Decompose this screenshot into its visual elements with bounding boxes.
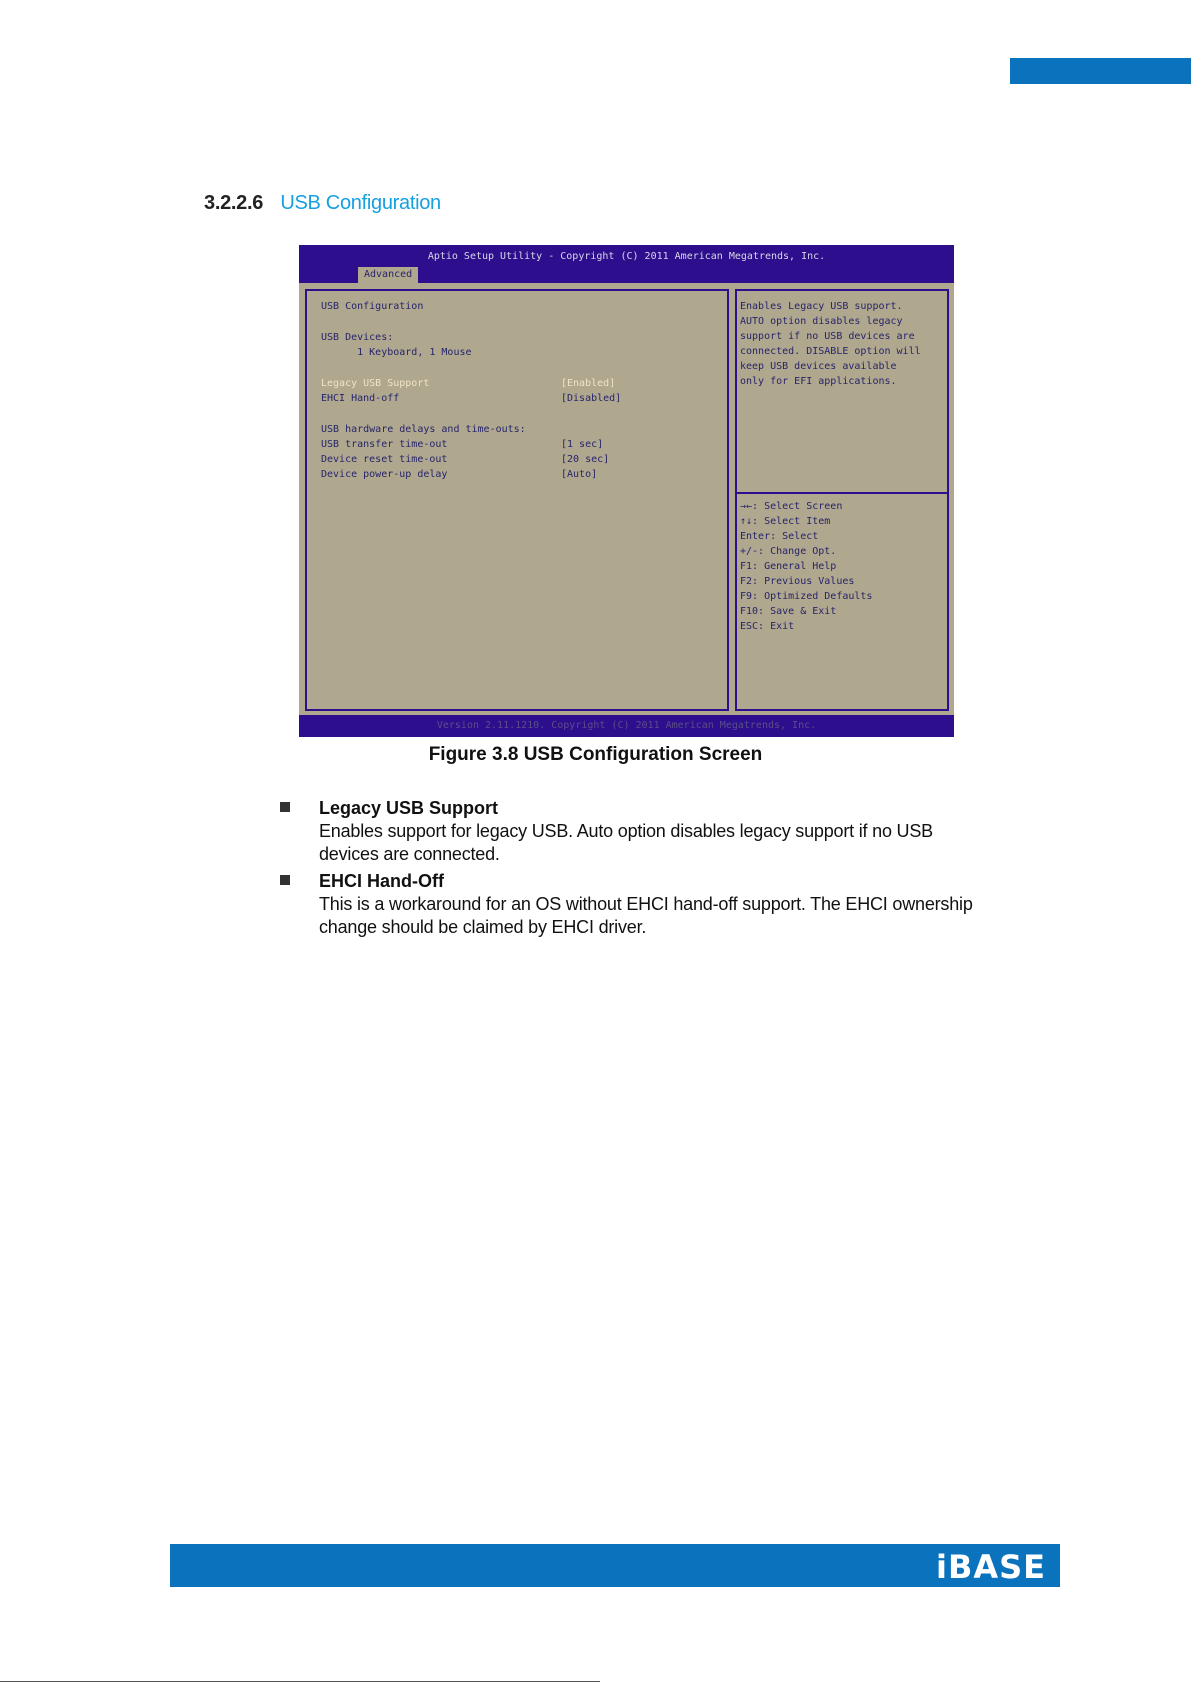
bios-transfer-timeout-value: [1 sec] — [561, 439, 604, 450]
bios-help-line: only for EFI applications. — [740, 376, 897, 387]
bios-help-line: Enables Legacy USB support. — [740, 301, 903, 312]
bios-key-hint: F2: Previous Values — [740, 576, 855, 587]
bios-legacy-usb-label: Legacy USB Support — [321, 378, 430, 389]
bios-help-divider — [737, 492, 947, 494]
bottom-rule — [0, 1681, 600, 1682]
bios-key-hint: F10: Save & Exit — [740, 606, 837, 617]
item-title: Legacy USB Support — [319, 798, 499, 818]
bios-help-line: connected. DISABLE option will — [740, 346, 921, 357]
bios-header-bar — [299, 245, 954, 283]
item-title: EHCI Hand-Off — [319, 871, 444, 891]
bios-powerup-delay-label: Device power-up delay — [321, 469, 448, 480]
bios-key-hint: F9: Optimized Defaults — [740, 591, 873, 602]
figure-caption: Figure 3.8 USB Configuration Screen — [428, 744, 763, 765]
bios-help-panel — [735, 289, 949, 711]
bios-key-hint: ESC: Exit — [740, 621, 795, 632]
option-descriptions — [278, 797, 978, 943]
bios-powerup-delay-value: [Auto] — [561, 469, 598, 480]
square-bullet-icon — [280, 802, 290, 812]
bios-panel-title: USB Configuration — [321, 301, 424, 312]
bios-footer-text: Version 2.11.1210. Copyright (C) 2011 American Megatrends, Inc. — [436, 720, 817, 731]
bios-reset-timeout-label: Device reset time-out — [321, 454, 448, 465]
section-number: 3.2.2.6 — [204, 192, 264, 214]
bios-help-line: support if no USB devices are — [740, 331, 915, 342]
bios-legacy-usb-value: [Enabled] — [561, 378, 616, 389]
bios-reset-timeout-value: [20 sec] — [561, 454, 610, 465]
bios-transfer-timeout-label: USB transfer time-out — [321, 439, 448, 450]
list-item — [278, 870, 978, 939]
bios-ehci-value: [Disabled] — [561, 393, 622, 404]
bios-key-hint: +/-: Change Opt. — [740, 546, 837, 557]
bios-key-hint: ↑↓: Select Item — [740, 516, 831, 527]
bios-help-line: keep USB devices available — [740, 361, 897, 372]
bios-settings-panel — [305, 289, 729, 711]
bios-footer-bar — [299, 715, 954, 737]
corner-tab — [1010, 58, 1191, 84]
list-item — [278, 797, 978, 866]
square-bullet-icon — [280, 875, 290, 885]
bios-tab-advanced: Advanced — [358, 267, 418, 283]
ibase-logo: iBASE — [935, 1548, 1046, 1586]
bios-help-line: AUTO option disables legacy — [740, 316, 903, 327]
item-description: Enables support for legacy USB. Auto option disables legacy support if no USB devices are connected. — [319, 821, 933, 864]
bios-screenshot — [299, 245, 954, 737]
section-title: USB Configuration — [280, 192, 441, 214]
bios-ehci-label: EHCI Hand-off — [321, 393, 400, 404]
bios-usb-devices-label: USB Devices: — [321, 332, 394, 343]
bios-key-hint: →←: Select Screen — [740, 501, 843, 512]
footer-bar — [170, 1544, 1060, 1587]
bios-header-title: Aptio Setup Utility - Copyright (C) 2011 American Megatrends, Inc. — [427, 251, 826, 262]
section-heading — [204, 192, 441, 215]
item-description: This is a workaround for an OS without EHCI hand-off support. The EHCI ownership change should be claimed by EHCI driver. — [319, 894, 973, 937]
bios-key-hint: Enter: Select — [740, 531, 819, 542]
bios-usb-devices-value: 1 Keyboard, 1 Mouse — [321, 347, 472, 358]
bios-key-hint: F1: General Help — [740, 561, 837, 572]
bios-delays-heading: USB hardware delays and time-outs: — [321, 424, 526, 435]
